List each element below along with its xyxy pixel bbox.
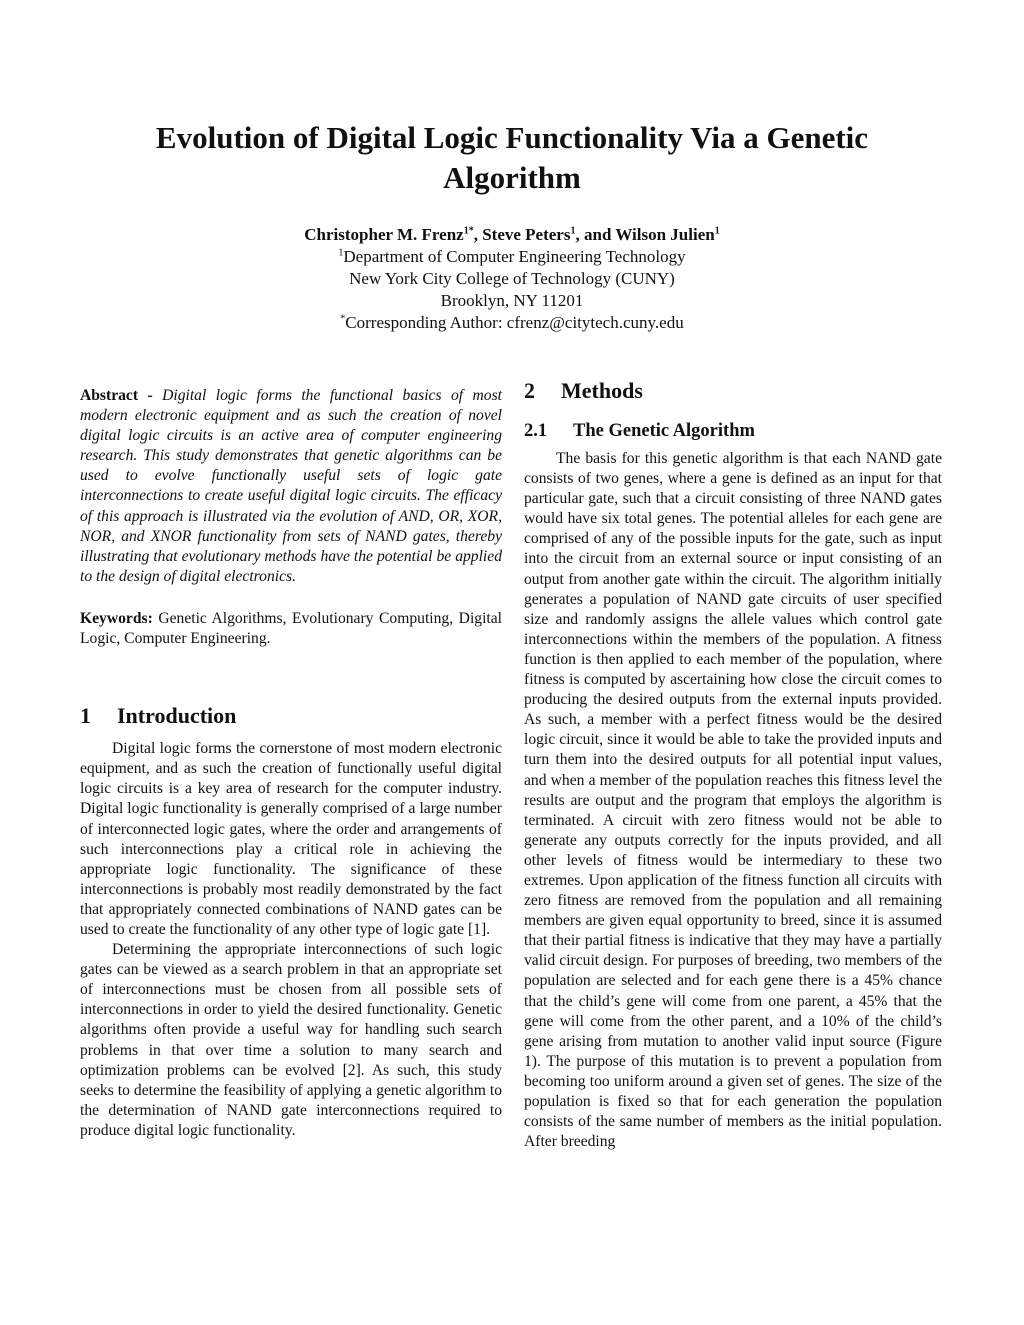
author-affiliation-mark: 1* xyxy=(463,225,474,237)
author-separator: , and xyxy=(575,225,616,244)
author-name: Christopher M. Frenz xyxy=(304,225,464,244)
subsection-number: 2.1 xyxy=(524,421,548,441)
keywords-text: Genetic Algorithms, Evolutionary Computing, Digital Logic, Computer Engineering. xyxy=(80,609,502,648)
location: Brooklyn, NY 11201 xyxy=(440,291,584,310)
body-paragraph: Digital logic forms the cornerstone of most modern electronic equipment, and as such the creation of functionally useful digital logic circuits is a key area of research for the computer industry. Digital logic functionality is generally comprised of a large number of interconnected logic gates, where the order and arrangements of such interconnections play a critical role in achieving the appropriate logic functionality. The significance of these interconnections is probably most readily demonstrated by the fact that appropriately connected combinations of NAND gates can be used to create the functionality of any other type of logic gate [1]. xyxy=(80,740,502,938)
corresponding-text: Corresponding Author: cfrenz@citytech.cuny.edu xyxy=(345,313,684,332)
abstract-label: Abstract - xyxy=(80,387,163,404)
affiliation xyxy=(150,246,874,268)
section-number: 2 xyxy=(524,378,535,403)
corresponding-mark: * xyxy=(340,313,346,325)
subsection-title: The Genetic Algorithm xyxy=(573,421,755,441)
keywords-label: Keywords: xyxy=(80,609,153,627)
body-paragraph: The basis for this genetic algorithm is that each NAND gate consists of two genes, where a gene is defined as an input for that particular gate, such that a circuit consisting of three NAND gates would have six total genes. The potential alleles for each gene are comprised of any of the possible inputs for the gate, such as input into the circuit from an external source or input consisting of an output from another gate within the circuit. The algorithm initially generates a population of NAND gate circuits of user specified size and randomly assigns the allele values which control gate interconnections within the members of the population. A fitness function is then applied to each member of the population, where fitness is computed by ascertaining how close the circuit comes to producing the desired outputs from the external inputs provided. As such, a member with a perfect fitness would be the desired logic circuit, since it would be able to take the provided inputs and turn them into the desired outputs for all potential input values, and when a member of the population reaches this fitness level the results are output and the program that employs the algorithm is terminated. A circuit with zero fitness would not be able to generate any outputs correctly for the inputs provided, and all other levels of fitness would be intermediary to these two extremes. Upon application of the fitness function all circuits with zero fitness are removed from the population and all remaining members are given equal opportunity to breed, since it is assumed that their partial fitness is indicative that they may have a partially valid circuit design. For purposes of breeding, two members of the population are selected and for each gene there is a 45% chance that the child’s gene will come from one parent, a 45% that the gene will come from the other parent, and a 10% of the child’s gene arising from mutation to another valid input source (Figure 1). The purpose of this mutation is to prevent a population from becoming too uniform around a given set of genes. The size of the population is fixed so that for each generation the population consists of the same number of members as the initial population. After breeding xyxy=(524,450,942,1151)
author-affiliation-mark: 1 xyxy=(570,225,576,237)
subsection-heading-genetic-algorithm xyxy=(524,418,942,444)
section-heading-introduction xyxy=(80,701,502,731)
author-separator: , xyxy=(473,225,483,244)
affiliation-mark: 1 xyxy=(338,247,344,259)
section-heading-methods xyxy=(524,376,942,406)
paper-title: Evolution of Digital Logic Functionality Via a Genetic Algorithm xyxy=(155,120,869,195)
section-number: 1 xyxy=(80,703,91,729)
abstract-text: Digital logic forms the functional basics of most modern electronic equipment and as such the creation of novel digital logic circuits is an active area of computer engineering research. This study demonstrates that genetic algorithms can be used to evolve functionally useful sets of logic gate interconnections to create useful digital logic circuits. The efficacy of this approach is illustrated via the evolution of AND, OR, XOR, NOR, and XNOR functionality from sets of NAND gates, thereby illustrating that evolutionary methods have the potential be applied to the design of digital electronics. xyxy=(80,387,502,585)
body-paragraph: Determining the appropriate interconnections of such logic gates can be viewed as a search problem in that an appropriate set of interconnections must be chosen from all possible sets of interconnections in order to yield the desired functionality. Genetic algorithms often provide a useful way for handling such search problems in that over time a solution to many search and optimization problems can be evolved [2]. As such, this study seeks to determine the feasibility of applying a genetic algorithm to the determination of NAND gate interconnections required to produce digital logic functionality. xyxy=(80,941,502,1139)
section-title: Introduction xyxy=(117,703,237,729)
abstract xyxy=(80,386,502,587)
abstract-paragraph xyxy=(80,386,502,587)
author-affiliation-mark: 1 xyxy=(714,225,720,237)
affiliation-text: Department of Computer Engineering Technology xyxy=(343,247,686,266)
right-column xyxy=(524,376,942,1152)
keywords xyxy=(80,609,502,649)
author-name: Wilson Julien xyxy=(615,225,715,244)
corresponding-author xyxy=(150,312,874,334)
institution: New York City College of Technology (CUNY) xyxy=(349,269,675,288)
left-column xyxy=(80,386,502,1141)
section-title: Methods xyxy=(561,378,643,403)
author-name: Steve Peters xyxy=(482,225,571,244)
author-names xyxy=(150,224,874,246)
author-block xyxy=(150,224,874,334)
